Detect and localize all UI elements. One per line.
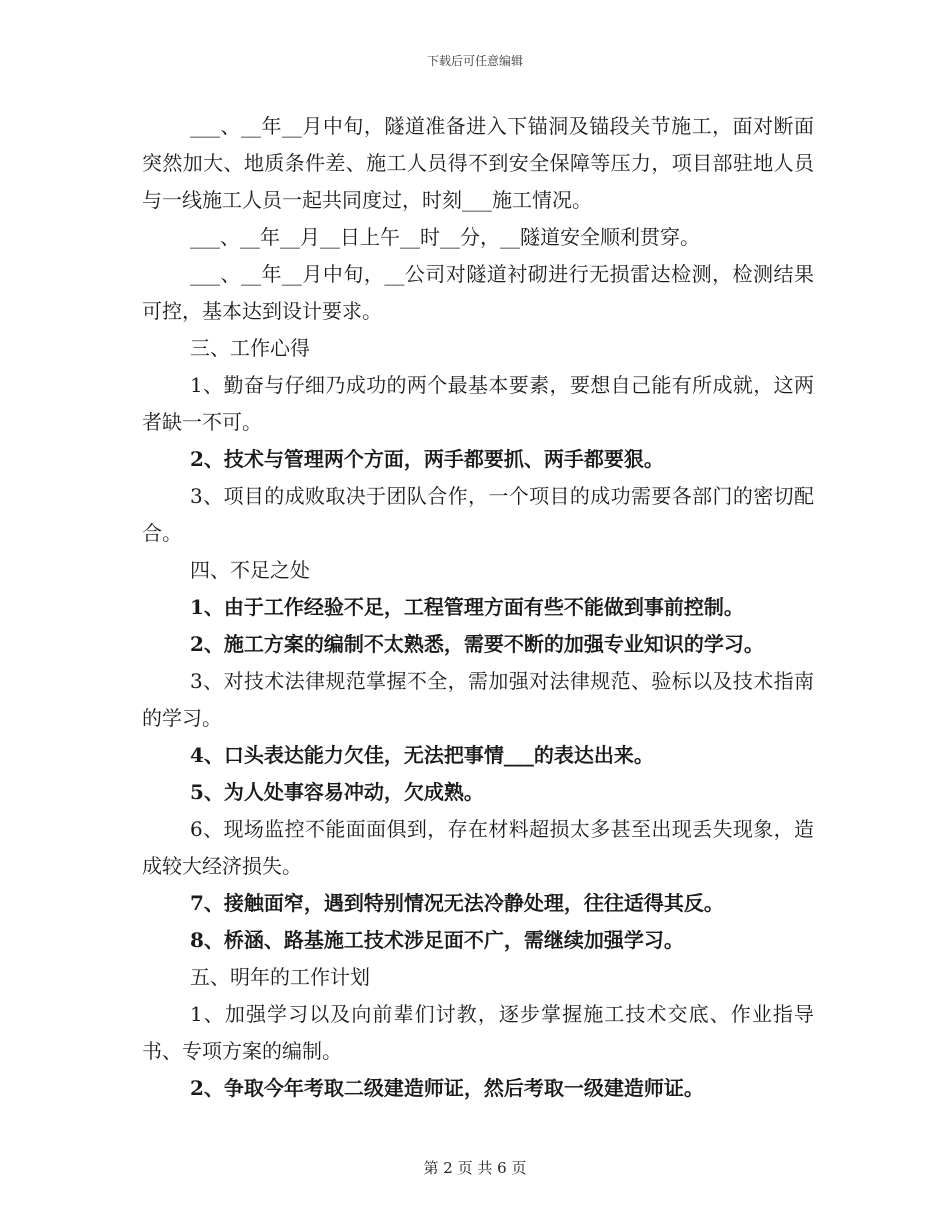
paragraph-2: ___、__年__月__日上午__时__分，__隧道安全顺利贯穿。 (190, 225, 700, 249)
section-heading-3: 三、工作心得 (190, 336, 310, 360)
paragraph-19: 2、争取今年考取二级建造师证，然后考取一级建造师证。 (190, 1076, 704, 1100)
paragraph-5: 1、勤奋与仔细乃成功的两个最基本要素，要想自己能有所成就，这两者缺一不可。 (142, 373, 814, 434)
section-heading-5: 五、明年的工作计划 (190, 965, 370, 989)
paragraph-9: 1、由于工作经验不足，工程管理方面有些不能做到事前控制。 (190, 595, 744, 619)
paragraph-7: 3、项目的成败取决于团队合作，一个项目的成功需要各部门的密切配合。 (142, 484, 814, 545)
page-header: 下载后可任意编辑 (426, 54, 523, 68)
paragraph-6: 2、技术与管理两个方面，两手都要抓、两手都要狠。 (190, 447, 664, 471)
paragraph-15: 7、接触面窄，遇到特别情况无法冷静处理，往往适得其反。 (190, 891, 724, 915)
paragraph-13: 5、为人处事容易冲动，欠成熟。 (190, 780, 484, 804)
paragraph-12: 4、口头表达能力欠佳，无法把事情___的表达出来。 (190, 743, 654, 767)
paragraph-10: 2、施工方案的编制不太熟悉，需要不断的加强专业知识的学习。 (190, 632, 764, 656)
paragraph-1: ___、__年__月中旬，隧道准备进入下锚洞及锚段关节施工，面对断面突然加大、地质条件差、施工人员得不到安全保障等压力，项目部驻地人员与一线施工人员一起共同度过，时刻___施工情况。 (142, 114, 814, 212)
page-footer: 第 2 页 共 6 页 (423, 1159, 527, 1177)
paragraph-18: 1、加强学习以及向前辈们讨教，逐步掌握施工技术交底、作业指导书、专项方案的编制。 (142, 1002, 814, 1063)
paragraph-11: 3、对技术法律规范掌握不全，需加强对法律规范、验标以及技术指南的学习。 (142, 669, 814, 730)
section-heading-4: 四、不足之处 (190, 558, 310, 582)
document-body (142, 108, 814, 1107)
paragraph-14: 6、现场监控不能面面俱到，存在材料超损太多甚至出现丢失现象，造成较大经济损失。 (142, 817, 814, 878)
paragraph-16: 8、桥涵、路基施工技术涉足面不广，需继续加强学习。 (190, 928, 684, 952)
paragraph-3: ___、__年__月中旬，__公司对隧道衬砌进行无损雷达检测，检测结果可控，基本达到设计要求。 (142, 262, 814, 323)
